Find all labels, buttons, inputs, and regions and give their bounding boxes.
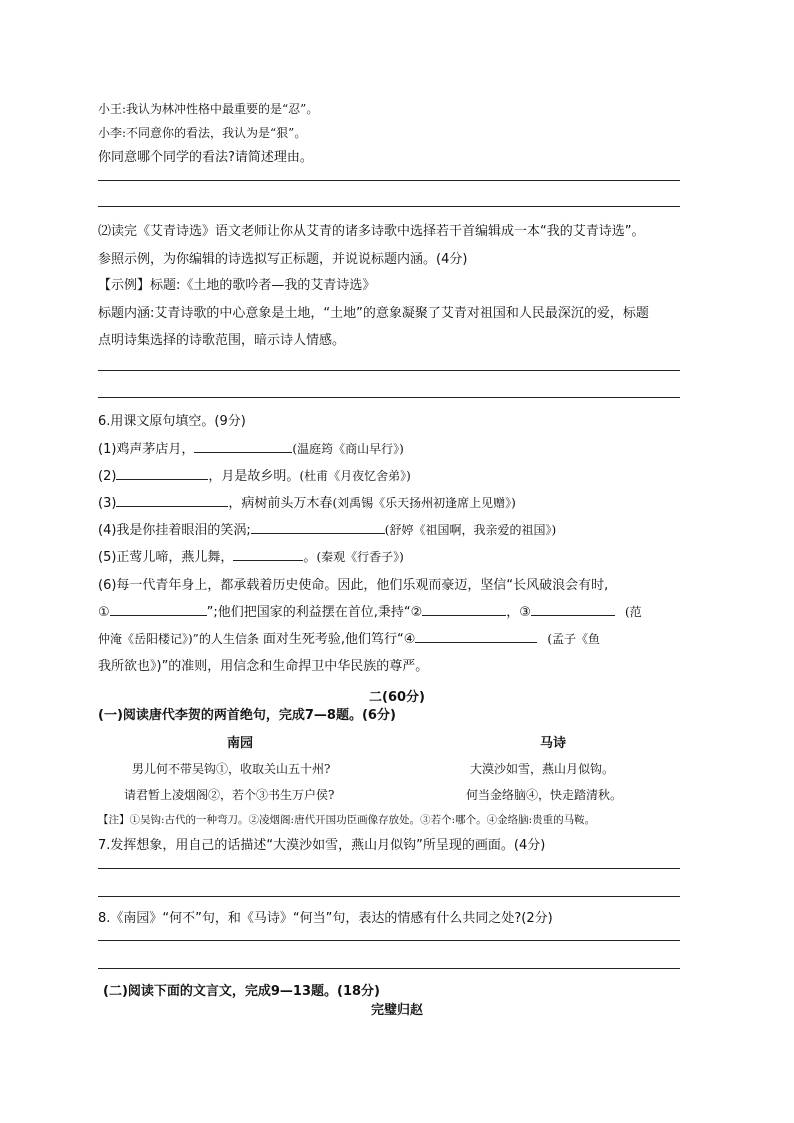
fill-blank[interactable] xyxy=(531,602,615,616)
q6-item6-text4: 面对生死考验,他们笃行“④ xyxy=(262,632,416,647)
answer-line[interactable] xyxy=(98,180,680,181)
poem2-title: 马诗 xyxy=(540,736,567,751)
q6-item6-text3: (范 xyxy=(624,605,642,619)
dialogue-xiaoli: 小李:不同意你的看法，我认为是“狠”。 xyxy=(98,126,307,140)
q6-item1-source: (温庭筠《商山早行》) xyxy=(292,442,404,456)
fill-blank[interactable] xyxy=(116,466,208,480)
part1-heading: (一)阅读唐代李贺的两首绝句，完成7—8题。(6分) xyxy=(98,708,396,723)
q6-item2-text: ，月是故乡明。 xyxy=(208,469,300,484)
section-heading: 二(60分) xyxy=(369,690,425,705)
dialogue-xiaowang: 小王:我认为林冲性格中最重要的是“忍”。 xyxy=(98,102,319,116)
q5-2-prompt-line1: ⑵读完《艾青诗选》语文老师让你从艾青的诸多诗歌中选择若干首编辑成一本“我的艾青诗选”。 xyxy=(98,224,645,239)
q8-prompt: 8.《南园》“何不”句，和《马诗》“何当”句，表达的情感有什么共同之处?(2分) xyxy=(98,911,553,926)
fill-blank[interactable] xyxy=(251,520,385,534)
q6-item5-source: (秦观《行香子》) xyxy=(316,550,404,564)
poem2-line1: 大漠沙如雪，燕山月似钩。 xyxy=(470,762,615,776)
q6-item6-line3 xyxy=(98,628,600,647)
q6-item5 xyxy=(98,546,404,565)
poem1-line2: 请君暂上凌烟阁②，若个③书生万户侯? xyxy=(124,788,335,802)
q6-item3-label: (3) xyxy=(98,496,117,511)
fill-blank[interactable] xyxy=(415,629,537,643)
answer-line[interactable] xyxy=(98,896,680,897)
q6-item5-end: 。 xyxy=(303,550,317,565)
q6-item6-line1: (6)每一代青年身上，都承载着历史使命。因此，他们乐观而豪迈，坚信“长风破浪会有时, xyxy=(98,578,609,593)
answer-line[interactable] xyxy=(98,940,680,941)
q6-item6-text1: ”;他们把国家的利益摆在首位,秉持“② xyxy=(206,605,423,620)
poem2-line2: 何当金络脑④，快走踏清秋。 xyxy=(466,788,623,802)
q6-item5-text: (5)正莺儿啼，燕儿舞， xyxy=(98,550,234,565)
answer-line[interactable] xyxy=(98,397,680,398)
q6-item6-line2 xyxy=(98,601,642,620)
q6-item2-label: (2) xyxy=(98,469,117,484)
fill-blank[interactable] xyxy=(233,547,303,561)
q7-prompt: 7.发挥想象，用自己的话描述“大漠沙如雪，燕山月似钩”所呈现的画面。(4分) xyxy=(98,838,546,853)
q6-item6-source-b: (孟子《鱼 xyxy=(547,632,601,646)
q6-title: 6.用课文原句填空。(9分) xyxy=(98,414,246,429)
answer-line[interactable] xyxy=(98,206,680,207)
fill-blank[interactable] xyxy=(110,602,207,616)
fill-blank[interactable] xyxy=(116,493,228,507)
fill-blank[interactable] xyxy=(194,439,292,453)
passage-title: 完璧归赵 xyxy=(370,1003,423,1018)
q6-item4-source: (舒婷《祖国啊，我亲爱的祖国》) xyxy=(384,523,557,537)
part2-heading: (二)阅读下面的文言文，完成9—13题。(18分) xyxy=(103,984,380,999)
q6-item2-source: (杜甫《月夜忆舍弟》) xyxy=(299,469,411,483)
dialogue-question: 你同意哪个同学的看法?请简述理由。 xyxy=(98,150,313,165)
q6-item6-line4: 我所欲也》)”的准则，用信念和生命捍卫中华民族的尊严。 xyxy=(98,659,429,674)
poem1-title: 南园 xyxy=(227,736,254,751)
q6-item1-text: (1)鸡声茅店月， xyxy=(98,442,195,457)
q6-item4 xyxy=(98,519,556,538)
answer-line[interactable] xyxy=(98,370,680,371)
q6-item6-source-a: 仲淹《岳阳楼记》)”的人生信条 xyxy=(98,632,259,646)
q6-item6-circle1: ① xyxy=(98,605,110,620)
q5-2-prompt-line2: 参照示例，为你编辑的诗选拟写正标题，并说说标题内涵。(4分) xyxy=(98,252,468,267)
answer-line[interactable] xyxy=(98,968,680,969)
q6-item6-text2: ，③ xyxy=(506,605,531,620)
poem-notes: 【注】①吴钩:古代的一种弯刀。②凌烟阁:唐代开国功臣画像存放处。③若个:哪个。④金络脑:贵重的马鞍。 xyxy=(98,814,596,826)
poem1-line1: 男儿何不带吴钩①，收取关山五十州? xyxy=(132,762,331,776)
q6-item4-text: (4)我是你挂着眼泪的笑涡; xyxy=(98,523,251,538)
q5-2-meaning-line1: 标题内涵:艾青诗歌的中心意象是土地，“土地”的意象凝聚了艾青对祖国和人民最深沉的爱，标题 xyxy=(98,306,649,321)
q5-2-meaning-line2: 点明诗集选择的诗歌范围，暗示诗人情感。 xyxy=(98,333,346,348)
q6-item2 xyxy=(98,465,411,484)
q6-item3-source: (刘禹锡《乐天扬州初逢席上见赠》) xyxy=(332,496,516,510)
q5-2-example: 【示例】标题:《土地的歌吟者—我的艾青诗选》 xyxy=(98,278,376,293)
answer-line[interactable] xyxy=(98,868,680,869)
q6-item3 xyxy=(98,492,516,511)
q6-item1 xyxy=(98,438,404,457)
fill-blank[interactable] xyxy=(422,602,506,616)
q6-item3-text: ，病树前头万木春 xyxy=(228,496,333,511)
